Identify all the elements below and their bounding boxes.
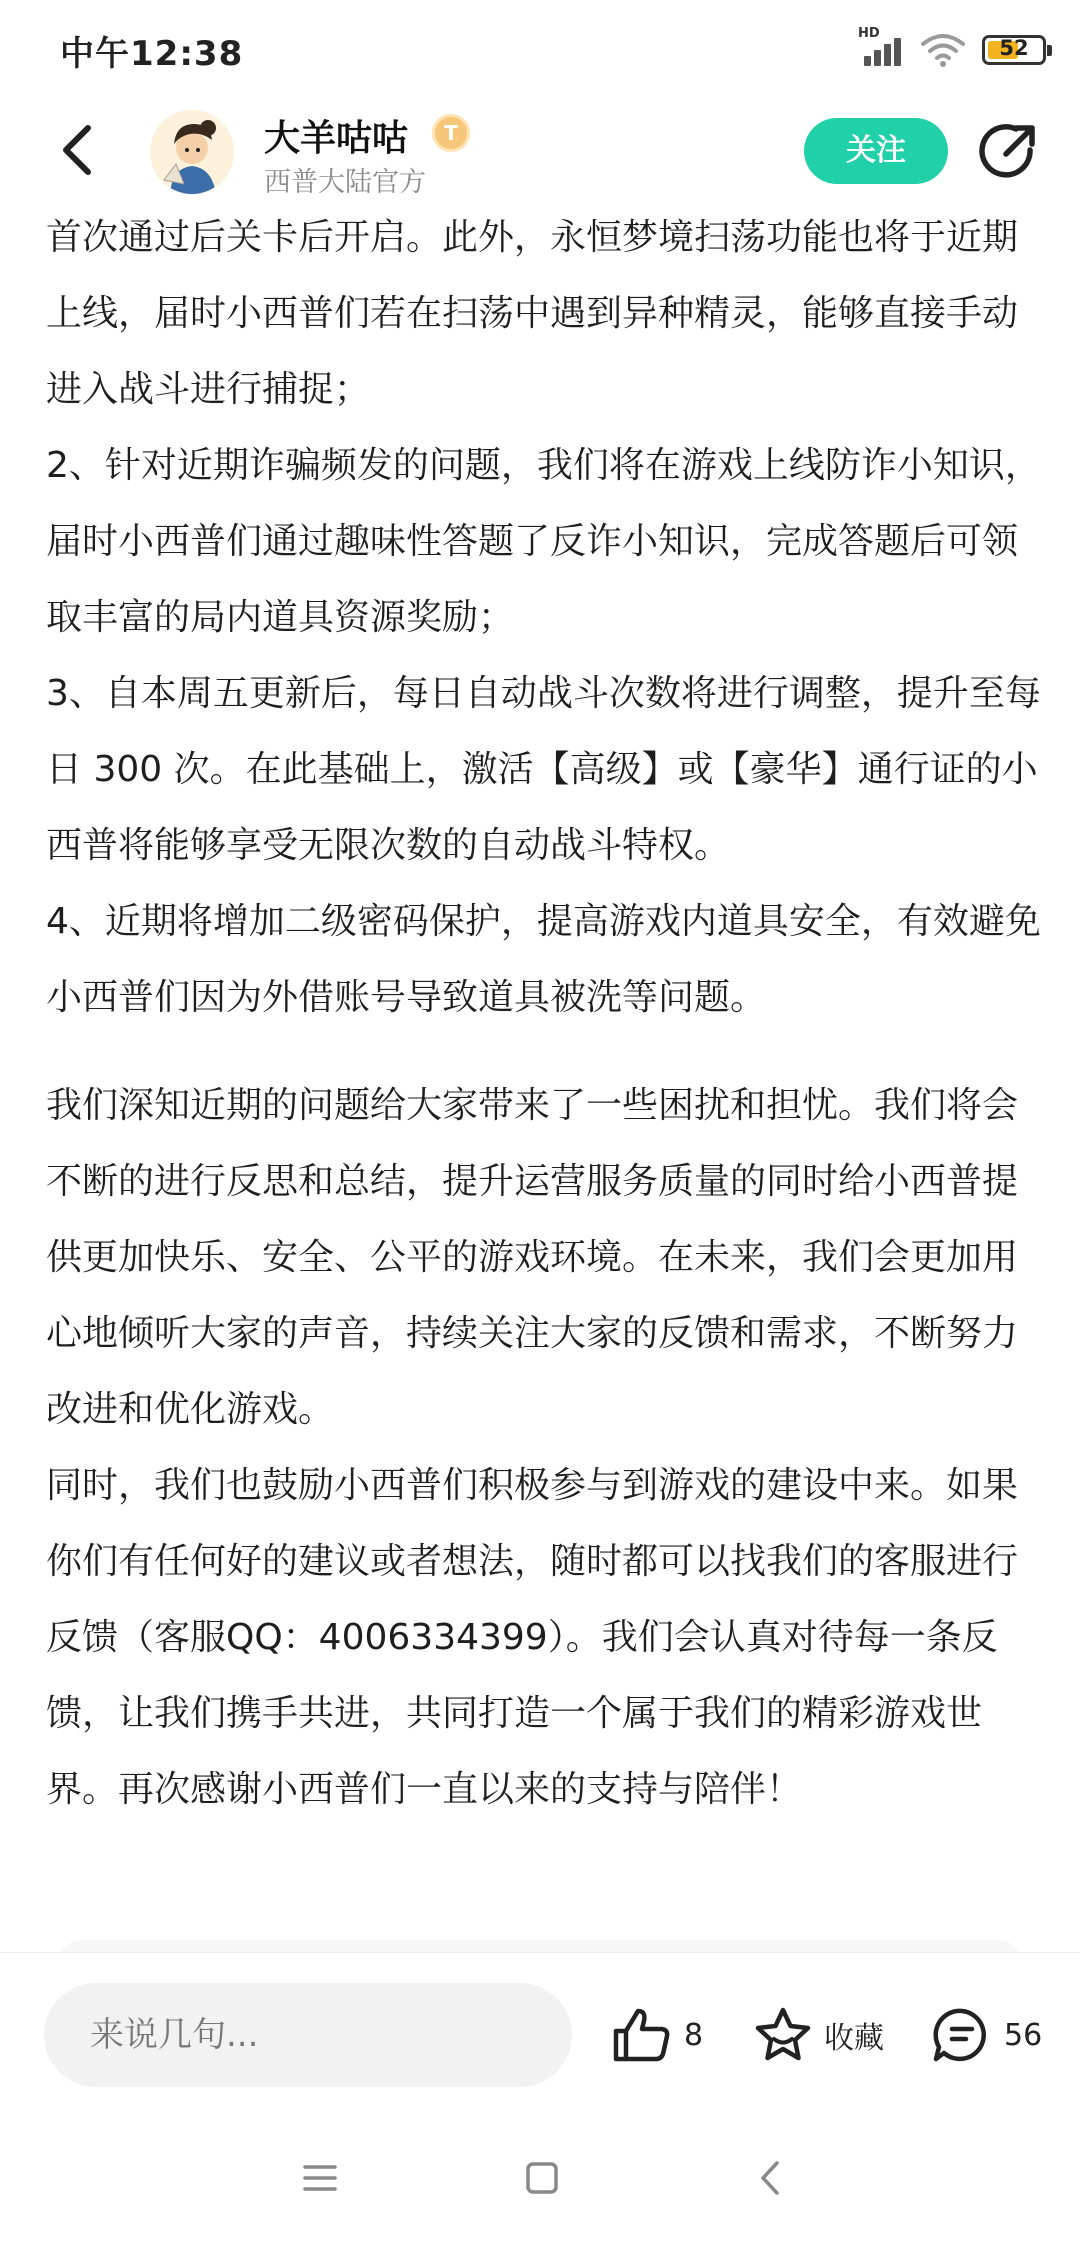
share-icon <box>976 120 1040 184</box>
favorite-label: 收藏 <box>824 2021 884 2056</box>
recent-apps-button[interactable] <box>290 2148 350 2208</box>
author-level-badge: T <box>432 114 470 152</box>
article-paragraph: 3、自本周五更新后，每日自动战斗次数将进行调整，提升至每日 300 次。在此基础上，激活【高级】或【豪华】通行证的小西普将能够享受无限次数的自动战斗特权。 <box>46 673 1041 866</box>
follow-button[interactable]: 关注 <box>804 118 948 184</box>
author-name[interactable]: 大羊咕咕 <box>264 118 409 159</box>
paragraph-gap <box>46 1036 1042 1068</box>
favorite-button[interactable] <box>752 1987 884 2083</box>
chevron-left-icon <box>56 123 96 177</box>
status-icons <box>858 28 1046 72</box>
article-paragraph: 2、针对近期诈骗频发的问题，我们将在游戏上线防诈小知识，届时小西普们通过趣味性答题了反诈小知识，完成答题后可领取丰富的局内道具资源奖励； <box>46 445 1041 638</box>
article-paragraph: 我们深知近期的问题给大家带来了一些困扰和担忧。我们将会不断的进行反思和总结，提升运营服务质量的同时给小西普提供更加快乐、安全、公平的游戏环境。在未来，我们会更加用心地倾听大家的声音，持续关注大家的反馈和需求，不断努力改进和优化游戏。 <box>46 1085 1019 1430</box>
author-avatar[interactable] <box>150 110 234 194</box>
status-bar <box>0 0 1080 100</box>
like-count: 8 <box>684 2017 704 2053</box>
menu-icon <box>302 2162 338 2194</box>
comment-count: 56 <box>1004 2017 1043 2053</box>
nav-back-icon <box>758 2159 782 2197</box>
thumbs-up-icon <box>610 2005 674 2065</box>
article-paragraph: 同时，我们也鼓励小西普们积极参与到游戏的建设中来。如果你们有任何好的建议或者想法，随时都可以找我们的客服进行反馈（客服QQ：4006334399）。我们会认真对待每一条反馈，让我们携手共进，共同打造一个属于我们的精彩游戏世界。再次感谢小西普们一直以来的支持与陪伴！ <box>46 1465 1019 1810</box>
post-header <box>0 100 1080 210</box>
comment-input[interactable] <box>44 1983 572 2087</box>
home-square-icon <box>524 2160 560 2196</box>
comments-button[interactable] <box>930 1987 1042 2083</box>
article-paragraph: 4、近期将增加二级密码保护，提高游戏内道具安全，有效避免小西普们因为外借账号导致道具被洗等问题。 <box>46 901 1041 1018</box>
author-subtitle: 西普大陆官方 <box>264 167 426 198</box>
star-icon <box>752 2005 814 2065</box>
cell-signal-icon <box>858 26 904 68</box>
like-button[interactable] <box>610 1987 703 2083</box>
status-time: 中午12:38 <box>60 34 244 74</box>
article-body <box>46 200 1042 1940</box>
nav-back-button[interactable] <box>740 2148 800 2208</box>
comment-bubble-icon <box>930 2005 994 2065</box>
avatar-illustration-icon <box>150 110 234 194</box>
wifi-icon <box>920 32 966 68</box>
bottom-action-bar <box>0 1952 1080 2112</box>
network-type-label: HD <box>858 26 880 41</box>
home-button[interactable] <box>512 2148 572 2208</box>
share-button[interactable] <box>976 120 1040 184</box>
battery-level: 52 <box>999 36 1029 60</box>
battery-icon <box>982 35 1046 65</box>
system-nav-bar <box>0 2112 1080 2244</box>
article-paragraph: 首次通过后关卡后开启。此外，永恒梦境扫荡功能也将于近期上线，届时小西普们若在扫荡中遇到异种精灵，能够直接手动进入战斗进行捕捉； <box>46 217 1019 410</box>
back-button[interactable] <box>44 118 108 182</box>
